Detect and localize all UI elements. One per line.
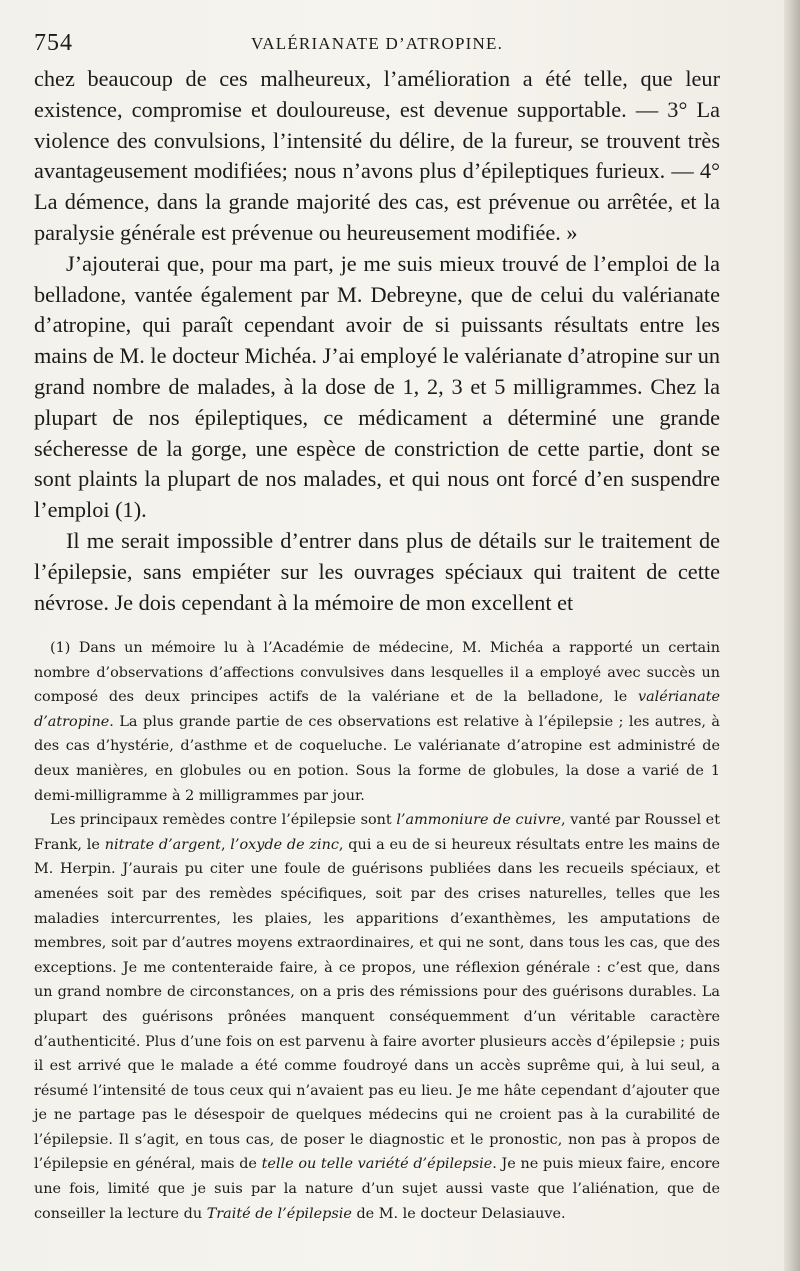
footnote-text: . Je ne puis mieux faire, encore une fois, limité que je suis par la nature d’un sujet aussi vaste que l’aliénation, que de conseiller la lecture du: [34, 1156, 721, 1222]
main-text: [34, 64, 720, 618]
footnote-text: Les principaux remèdes contre l’épilepsie sont: [50, 812, 397, 829]
footnote-text: ,: [220, 836, 231, 853]
footnote-italic: valérianate d’atropine: [34, 689, 720, 730]
footnote-text: , vanté par Roussel et Frank, le: [34, 812, 720, 853]
footnotes: [34, 636, 720, 1226]
footnote-italic: telle ou telle variété d’épilepsie: [261, 1156, 493, 1173]
footnote-text: . La plus grande partie de ces observations est relative à l’épilepsie ; les autres, à des cas d’hystérie, d’asthme et de coqueluche. Le valérianate d’atropine est administré de deux manières, en globules ou en potion. Sous la forme de globules, la dose a varié de 1 demi-milligramme à 2 milligrammes par jour.: [34, 713, 720, 804]
page-header: [34, 30, 720, 58]
footnote-italic: nitrate d’argent: [104, 836, 221, 853]
page-number: 754: [34, 30, 73, 56]
footnote-italic: l’oxyde de zinc: [230, 836, 339, 853]
footnote-italic: Traité de l’épilepsie: [206, 1205, 352, 1222]
page-edge-shadow: [784, 0, 800, 1271]
footnote-continuation: [34, 808, 720, 1226]
footnote-italic: l’ammoniure de cuivre: [396, 812, 561, 829]
footnote-text: de M. le docteur Delasiauve.: [351, 1205, 566, 1222]
footnote-1: [34, 636, 720, 808]
footnote-text: (1) Dans un mémoire lu à l’Académie de médecine, M. Michéa a rapporté un certain nombre d’observations d’affections convulsives dans lesquelles il a employé avec succès un composé des deux principes actifs de la valériane et de la belladone, le: [34, 640, 720, 706]
paragraph: Il me serait impossible d’entrer dans plus de détails sur le traitement de l’épilepsie, sans empiéter sur les ouvrages spéciaux qui traitent de cette névrose. Je dois cependant à la mémoire de mon excellent et: [34, 527, 720, 615]
paragraph-continued: chez beaucoup de ces malheureux, l’amélioration a été telle, que leur existence, compromise et douloureuse, est devenue supportable. — 3° La violence des convulsions, l’intensité du délire, de la fureur, se trouvent très avantageusement modifiées; nous n’avons plus d’épileptiques furieux. — 4° La démence, dans la grande majorité des cas, est prévenue ou arrêtée, et la paralysie générale est prévenue ou heureusement modifiée. »: [34, 66, 720, 245]
footnote-text: , qui a eu de si heureux résultats entre les mains de M. Herpin. J’aurais pu citer une foule de guérisons publiées dans les recueils spéciaux, et amenées soit par des remèdes spécifiques, soit par des crises naturelles, telles que les maladies intercurrentes, les plaies, les apparitions d’exanthèmes, les amputations de membres, soit par d’autres moyens extraordinaires, et qui ne sont, dans tous les cas, que des exceptions. Je me contenteraide faire, à ce propos, une réflexion générale : c’est que, dans un grand nombre de circonstances, on a pris des rémissions pour des guérisons durables. La plupart des guérisons prônées manquent conséquemment d’un véritable caractère d’authenticité. Plus d’une fois on est parvenu à faire avorter plusieurs accès d’épilepsie ; puis il est arrivé que le malade a été comme foudroyé dans un accès suprême qui, à lui seul, a résumé l’intensité de tous ceux qui n’avaient pas eu lieu. Je me hâte cependant d’ajouter que je ne partage pas le désespoir de quelques médecins qui ne croient pas à la curabilité de l’épilepsie. Il s’agit, en tous cas, de poser le diagnostic et le pronostic, non pas à propos de l’épilepsie en général, mais de: [34, 836, 720, 1173]
running-title: VALÉRIANATE D’ATROPINE.: [250, 34, 504, 53]
paragraph: J’ajouterai que, pour ma part, je me suis mieux trouvé de l’emploi de la belladone, vantée également par M. Debreyne, que de celui du valérianate d’atropine, qui paraît cependant avoir de si puissants résultats entre les mains de M. le docteur Michéa. J’ai employé le valérianate d’atropine sur un grand nombre de malades, à la dose de 1, 2, 3 et 5 milligrammes. Chez la plupart de nos épileptiques, ce médicament a déterminé une grande sécheresse de la gorge, une espèce de constriction de cette partie, dont se sont plaints la plupart de nos malades, et qui nous ont forcé d’en suspendre l’emploi (1).: [34, 250, 720, 523]
